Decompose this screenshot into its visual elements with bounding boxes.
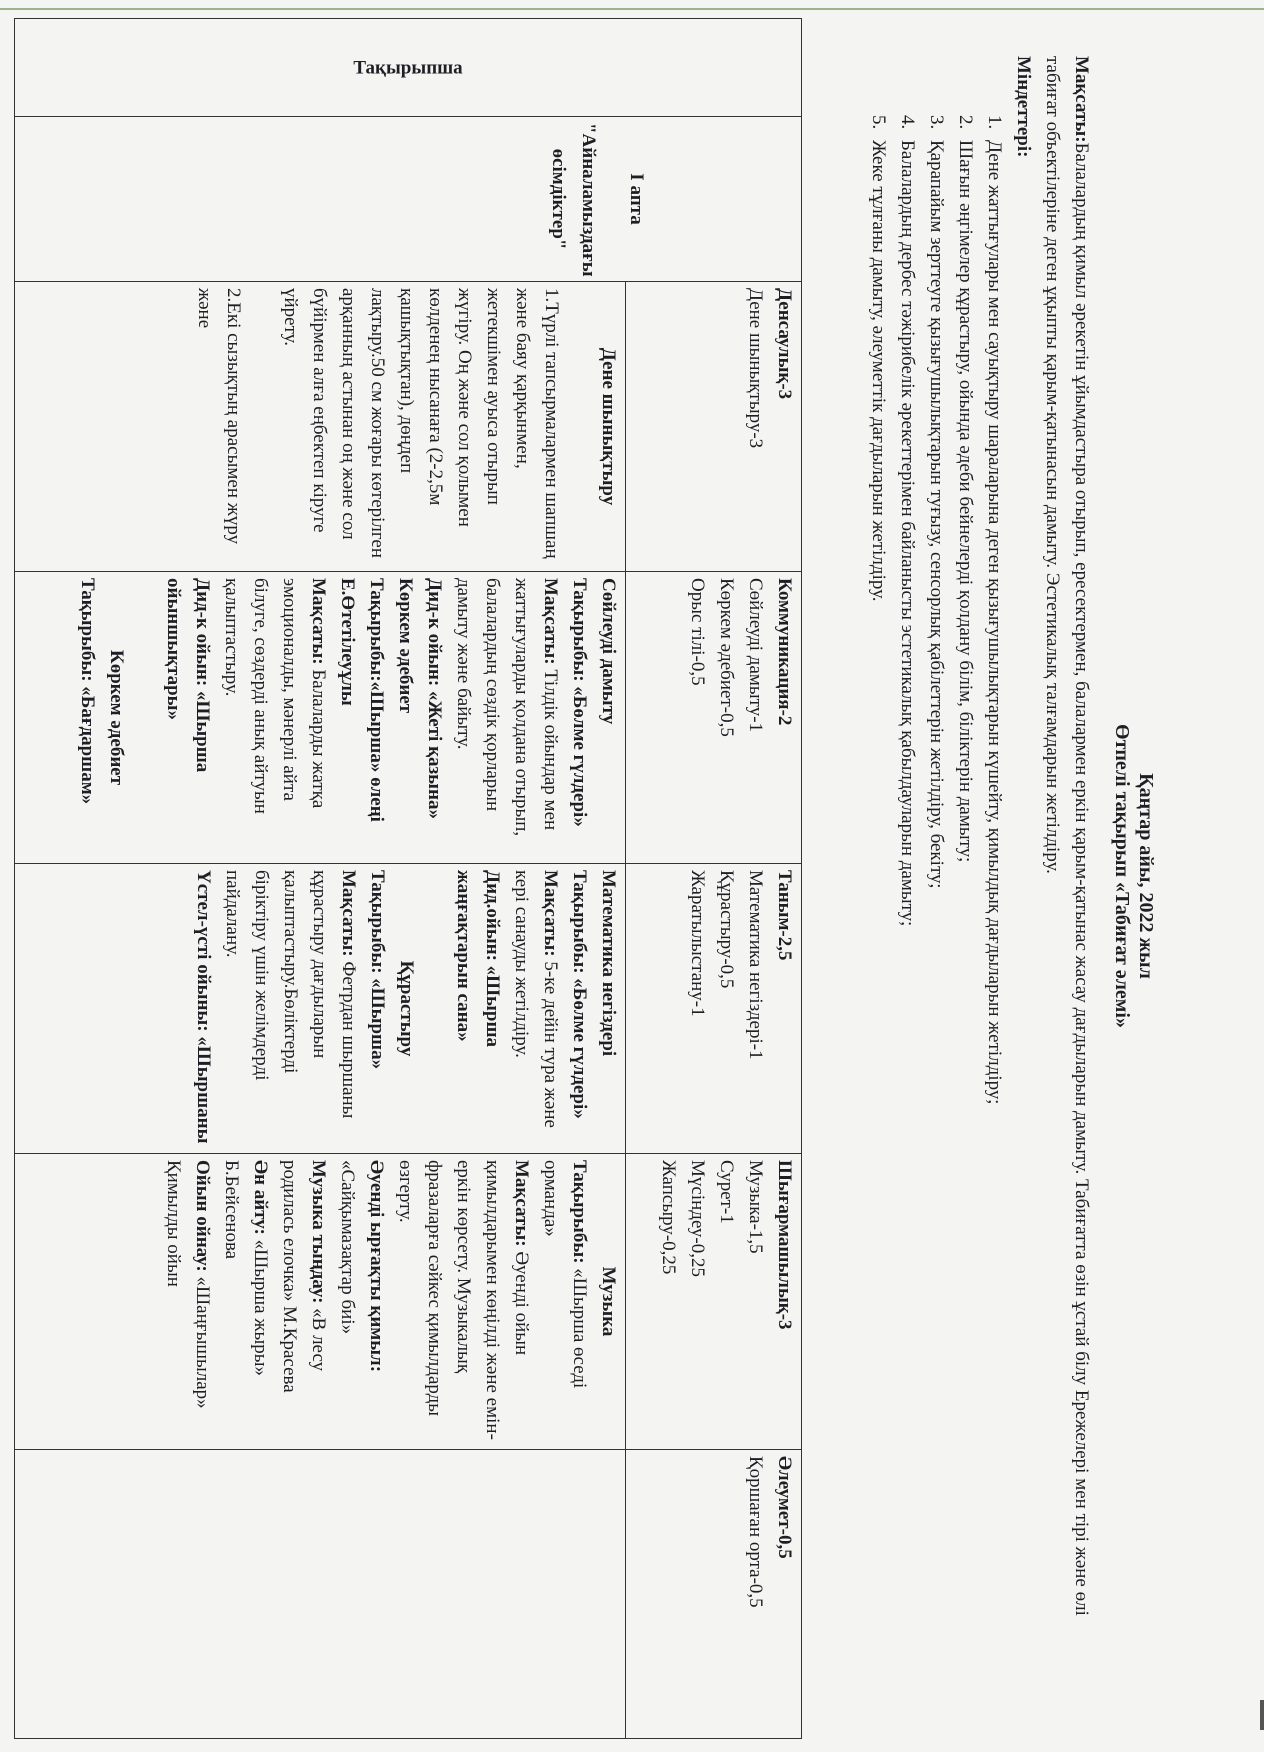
area-item: Дене шынықтыру-3: [745, 288, 766, 449]
area-item: Құрастыру-0,5: [716, 870, 737, 989]
goal-text: Фетрдан шыршаны құрастыру дағдыларын қалыптастыру.Бөліктерді біріктіру үшін желімдерді пайдалану.: [222, 870, 359, 1119]
activity-topic: Тақырыбы:«Шырша» өлеңі Е.Өтетілеуұлы: [337, 578, 387, 822]
didactic-game: Дид-к ойын: «Жеті қазына»: [424, 578, 445, 819]
area-item: Математика негіздері-1: [745, 870, 766, 1060]
page-title: Қаңтар айы, 2022 жыл: [1135, 773, 1157, 979]
area-title: Таным-2,5: [774, 870, 795, 961]
tasks-label: Міндеттері:: [1013, 56, 1034, 158]
goal-label: Мақсаты:: [1071, 56, 1092, 143]
activity-heading: Дене шынықтыру: [598, 347, 619, 506]
area-item: Сөйлеуді дамыту-1: [745, 578, 766, 733]
area-title: Шығармашылық-3: [774, 1160, 795, 1330]
activity-paragraph: 1.Түрлі тапсырмалармен шапшаң және баяу қарқынмен, жетекшімен ауыса отырып жүгіру. Оң және сол қолымен көлденең нысанаға (2-2,5м қашықтықтан), дөңдеп лақтыру.50 см жоғары көтерілген арқанның астынан оң және сол бүйірмен алға еңбектеп кіруге үйрету.: [280, 288, 562, 559]
activity-cell-empty: [15, 1450, 626, 1739]
area-cell-creativity: [626, 1154, 802, 1450]
goal-text: 5-ке дейін тура және кері санауды жетілдіру.: [511, 870, 561, 1128]
area-item: Мүсіндеу-0,25: [687, 1160, 708, 1277]
area-item: Қоршаған орта-0,5: [745, 1456, 766, 1608]
vertical-header-cell: [15, 19, 802, 117]
week-cell: [15, 117, 802, 282]
goal-text: Әуенді ойын қимылдарымен көңілді және емін-еркін көрсету. Музыкалық фразаларға сәйкес қимылдарды өзгерту.: [395, 1160, 532, 1440]
activity-heading: Математика негіздері: [598, 870, 619, 1057]
area-cell-communication: [626, 572, 802, 864]
didactic-game: Дид.ойын: «Шырша жаңғақтарын сана»: [453, 870, 503, 1047]
area-cell-cognition: [626, 864, 802, 1154]
task-item: 5. Жеке тұлғаны дамыту, әлеуметтік дағдыларын жетілдіру.: [864, 134, 893, 1616]
task-item: 3. Қарапайым зерттеуге қызығушылықтарын туғызу, сенсорлық қабілеттерін жетілдіру, бекіту;: [922, 134, 951, 1616]
week-label: I апта: [626, 173, 647, 225]
tasks-list: [864, 56, 1009, 1616]
area-item: Көркем әдебиет-0,5: [716, 578, 737, 737]
area-cell-health: [626, 282, 802, 572]
goal-text: Балаларды жатқа эмоционалды, мәнерлі айта білуге, сөздерді анық айтуын қалыптастыру.: [221, 578, 329, 814]
area-item: Орыс тілі-0,5: [687, 578, 708, 686]
listening-text: «В лесу родилась елочка» М.Красева: [279, 1160, 329, 1393]
task-item: 1. Дене жаттығулары мен сауықтыру шараларына деген қызығушылықтарын күшейту, қимылдық дағдыларын жетілдіру;: [980, 134, 1009, 1616]
area-item: Жаратылыстану-1: [687, 870, 708, 1017]
area-title: Денсаулық-3: [774, 288, 795, 400]
goal-label: Мақсаты:: [338, 870, 359, 957]
activity-cell-math: [15, 864, 626, 1154]
task-item: 4. Балалардың дербес тәжірибелік әрекеттерімен байланысты эстетикалық қабылдауларын дамыту;: [893, 134, 922, 1616]
goal-text: Тілдік ойындар мен жаттығуларды қолдана отырып, балалардың сөздік қорларын дамыту және байыту.: [453, 578, 561, 837]
game-label: Ойын ойнау:: [192, 1160, 213, 1272]
task-item: 2. Шағын әңгімелер құрастыру, ойында әдеби бейнелерді қолдану білім, біліктерін дамыту;: [951, 134, 980, 1616]
week-topic: "Айналамыздағы өсімдіктер": [548, 123, 599, 277]
area-item: Жапсыру-0,25: [658, 1160, 679, 1275]
didactic-game: Дид-к ойын: «Шырша ойыншықтары»: [163, 578, 213, 773]
activity-cell-music: [15, 1154, 626, 1450]
activity-topic: Тақырыбы: «Бағдаршам»: [77, 578, 98, 805]
listening-label: Музыка тыңдау:: [308, 1160, 329, 1304]
area-title: Коммуникация-2: [774, 578, 795, 726]
goal-paragraph: [1038, 56, 1096, 1616]
page-subtitle: Өтпелі тақырып «Табиғат әлемі»: [1111, 724, 1133, 1028]
goal-text: Балалардың қимыл әрекетін ұйымдастыра отырып, ересектермен, балалармен еркін қарым-қатынас жасау дағдыларын дамыту. Табиғатта өзін ұстай білу Ережелері мен тірі және өлі табиғат объектілеріне деген ұқыпты қарым-қатынасын дамыту. Эстетикалық талғамдарын жетілдіру.: [1042, 56, 1092, 1616]
topic-text: «Шырша өседі орманда»: [540, 1160, 590, 1389]
table-game: Үстел-үсті ойыны: «Шыршаны: [193, 870, 214, 1144]
activity-topic: Тақырыбы: «Шырша»: [367, 870, 388, 1070]
activity-heading: Музыка: [598, 1266, 619, 1337]
activity-heading: Көркем әдебиет: [395, 578, 416, 714]
singing-text: «Шырша жыры» Б.Бейсенова: [221, 1160, 271, 1376]
area-cell-social: [626, 1450, 802, 1739]
activity-cell-speech: [15, 572, 626, 864]
activity-heading: Сөйлеуді дамыту: [598, 578, 619, 725]
topic-label: Тақырыбы:: [569, 1160, 590, 1264]
areas-row: [626, 19, 802, 1739]
activity-heading: Көркем әдебиет: [106, 649, 127, 786]
activity-heading: Құрастыру: [396, 960, 417, 1057]
activity-paragraph: 2.Екі сызықтың арасымен жүру және: [194, 288, 244, 545]
goal-label: Мақсаты:: [308, 578, 329, 665]
goal-label: Мақсаты:: [511, 1160, 532, 1247]
vertical-header-label: Тақырыпша: [353, 57, 463, 78]
intro-section: [864, 56, 1096, 1616]
goal-label: Мақсаты:: [540, 870, 561, 957]
goal-label: Мақсаты:: [540, 578, 561, 665]
plan-table: [14, 18, 802, 1739]
area-item: Сурет-1: [716, 1160, 737, 1224]
rhythm-label: Әуенді ырғақты қимыл:: [366, 1160, 387, 1373]
area-item: Музыка-1,5: [745, 1160, 766, 1254]
area-title: Әлеумет-0,5: [774, 1456, 795, 1559]
rhythm-text: «Сайқымазақтар биі»: [337, 1160, 358, 1335]
activity-topic: Тақырыбы: «Бөлме гүлдері»: [569, 578, 590, 827]
game-text: «Шаңғышылар» Қимылды ойын: [163, 1160, 213, 1409]
activity-topic: Тақырыбы: «Бөлме гүлдері»: [569, 870, 590, 1119]
activity-cell-pe: [15, 282, 626, 572]
singing-label: Ән айту:: [250, 1160, 271, 1235]
